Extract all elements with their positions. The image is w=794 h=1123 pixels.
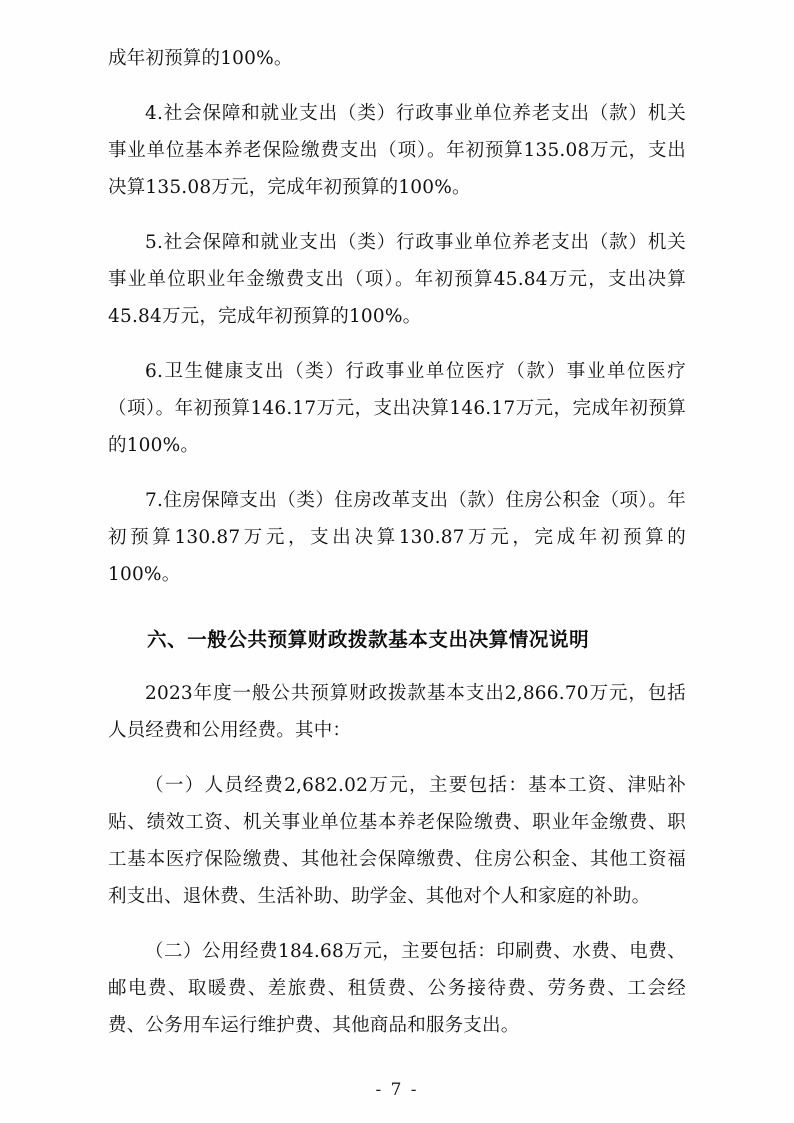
- paragraph-item-7: 7.住房保障支出（类）住房改革支出（款）住房公积金（项）。年初预算130.87万元，支出决算130.87万元，完成年初预算的100%。: [108, 490, 686, 585]
- paragraph-public-expenses: （二）公用经费184.68万元，主要包括：印刷费、水费、电费、邮电费、取暖费、差旅费、租赁费、公务接待费、劳务费、工会经费、公务用车运行维护费、其他商品和服务支出。: [108, 941, 686, 1036]
- page-number: - 7 -: [375, 1080, 419, 1100]
- section-heading-six: 六、一般公共预算财政拨款基本支出决算情况说明: [147, 628, 590, 651]
- paragraph-personnel-expenses: （一）人员经费2,682.02万元，主要包括：基本工资、津贴补贴、绩效工资、机关事业单位基本养老保险缴费、职业年金缴费、职工基本医疗保险缴费、其他社会保障缴费、住房公积金、其他工资福利支出、退休费、生活补助、助学金、其他对个人和家庭的补助。: [108, 775, 686, 907]
- paragraph-item-5: 5.社会保障和就业支出（类）行政事业单位养老支出（款）机关事业单位职业年金缴费支出（项）。年初预算45.84万元，支出决算45.84万元，完成年初预算的100%。: [108, 232, 686, 327]
- paragraph-basic-expenditure-summary: 2023年度一般公共预算财政拨款基本支出2,866.70万元，包括人员经费和公用经费。其中：: [108, 683, 686, 741]
- document-body: [108, 40, 686, 1044]
- paragraph-continuation: 成年初预算的100%。: [108, 48, 293, 69]
- paragraph-item-4: 4.社会保障和就业支出（类）行政事业单位养老支出（款）机关事业单位基本养老保险缴费支出（项）。年初预算135.08万元，支出决算135.08万元，完成年初预算的100%。: [108, 103, 686, 198]
- paragraph-item-6: 6.卫生健康支出（类）行政事业单位医疗（款）事业单位医疗（项）。年初预算146.17万元，支出决算146.17万元，完成年初预算的100%。: [108, 361, 686, 456]
